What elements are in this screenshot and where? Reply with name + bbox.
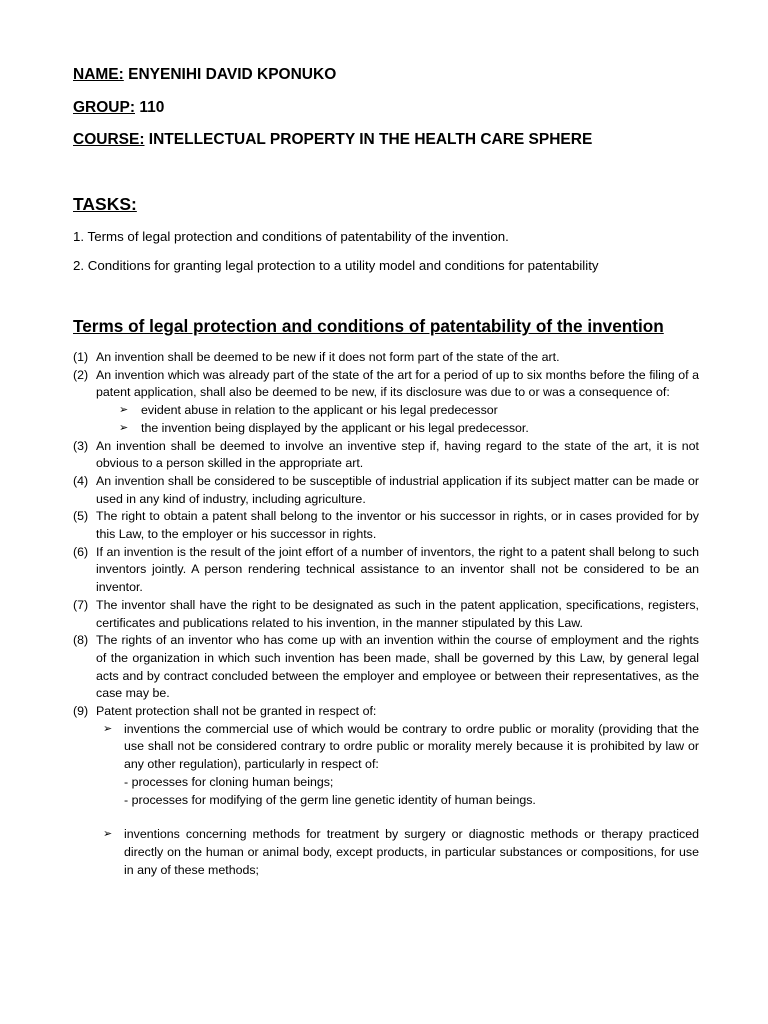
clause-number: (3): [73, 438, 89, 453]
task-item-1: 1. Terms of legal protection and conditions of patentability of the invention.: [73, 229, 509, 244]
course-line: [73, 131, 592, 149]
clause-number: (1): [73, 350, 89, 364]
name-value: ENYENIHI DAVID KPONUKO: [128, 66, 337, 83]
clause-2-bullet-1: [73, 402, 699, 420]
clause-2-bullet-2: [73, 420, 699, 438]
clause-text: An invention shall be deemed to be new if it does not form part of the state of the art.: [96, 350, 560, 364]
clause-9: [73, 703, 699, 721]
clause-3: [73, 438, 699, 473]
course-label: COURSE:: [73, 131, 145, 148]
blank-line: [73, 809, 699, 826]
clause-6: [73, 544, 699, 597]
arrowhead-bullet-icon: ➢: [103, 722, 113, 735]
clause-text: The inventor shall have the right to be designated as such in the patent application, specifications, registers, certificates and publications related to his invention, in the manner stipulated by this Law.: [96, 597, 699, 630]
clause-8: [73, 632, 699, 703]
bullet-text: inventions the commercial use of which would be contrary to ordre public or morality (providing that the use shall not be considered contrary to ordre public or morality merely because it is prohibited by law or any other regulation), particularly in respect of:: [124, 721, 699, 772]
clause-4: [73, 473, 699, 508]
clause-9-bullet-2: [73, 826, 699, 879]
group-value: 110: [139, 99, 165, 116]
clause-text: Patent protection shall not be granted in respect of:: [96, 704, 377, 719]
task-item-2: 2. Conditions for granting legal protection to a utility model and conditions for patentability: [73, 258, 599, 273]
clause-number: (5): [73, 509, 89, 524]
clause-number: (4): [73, 473, 89, 488]
section-body: [73, 349, 699, 879]
clause-text: An invention shall be deemed to involve an inventive step if, having regard to the state of the art, it is not obvious to a person skilled in the appropriate art.: [96, 438, 699, 471]
clause-7: [73, 597, 699, 632]
group-label: GROUP:: [73, 99, 135, 116]
sub-line: - processes for modifying of the germ line genetic identity of human beings.: [124, 792, 536, 807]
clause-9-bullet-1: [73, 721, 699, 810]
clause-1: [73, 349, 699, 367]
clause-number: (2): [73, 367, 89, 382]
clause-text: If an invention is the result of the joint effort of a number of inventors, the right to a patent shall belong to such inventors jointly. A person rendering technical assistance to an inventor shall not be considered to be an inventor.: [96, 544, 699, 595]
name-label: NAME:: [73, 66, 124, 83]
clause-text: An invention which was already part of the state of the art for a period of up to six months before the filing of a patent application, shall also be deemed to be new, if its disclosure was due to or was a consequence of:: [96, 367, 699, 400]
clause-number: (8): [73, 633, 89, 648]
bullet-text: evident abuse in relation to the applicant or his legal predecessor: [141, 403, 498, 418]
clause-5: [73, 508, 699, 543]
name-line: [73, 66, 336, 84]
arrowhead-bullet-icon: ➢: [119, 404, 129, 417]
section-heading: Terms of legal protection and conditions of patentability of the invention: [73, 316, 664, 336]
clause-2: [73, 367, 699, 402]
clause-text: The right to obtain a patent shall belong to the inventor or his successor in rights, or in cases provided for by this Law, to the employer or his successor in rights.: [96, 509, 699, 542]
sub-line: - processes for cloning human beings;: [124, 774, 334, 789]
bullet-text: the invention being displayed by the applicant or his legal predecessor.: [141, 420, 529, 435]
group-line: [73, 99, 164, 117]
clause-number: (6): [73, 544, 89, 559]
clause-number: (9): [73, 704, 89, 719]
bullet-text: inventions concerning methods for treatment by surgery or diagnostic methods or therapy practiced directly on the human or animal body, except products, in particular substances or compositions, for use in any of these methods;: [124, 827, 699, 877]
course-value: INTELLECTUAL PROPERTY IN THE HEALTH CARE SPHERE: [148, 131, 593, 148]
clause-text: An invention shall be considered to be susceptible of industrial application if its subject matter can be made or used in any kind of industry, including agriculture.: [96, 473, 699, 506]
clause-number: (7): [73, 597, 89, 612]
tasks-heading: TASKS:: [73, 194, 137, 214]
clause-text: The rights of an inventor who has come up with an invention within the course of employment and the rights of the organization in which such invention has been made, shall be governed by this Law, by general legal acts and by contract concluded between the employer and employee or between their representatives, as the case may be.: [96, 633, 699, 701]
arrowhead-bullet-icon: ➢: [103, 828, 113, 841]
arrowhead-bullet-icon: ➢: [119, 421, 129, 434]
